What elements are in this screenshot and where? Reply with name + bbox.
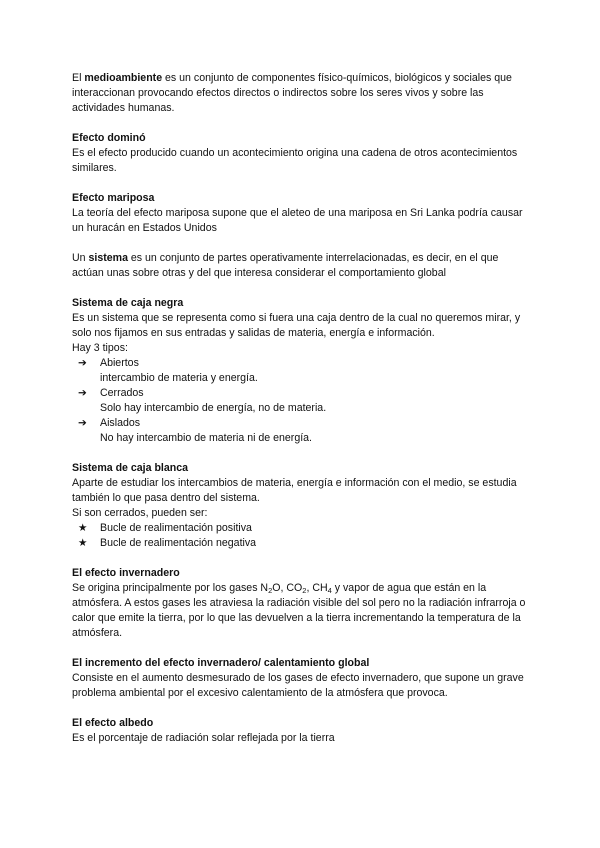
sistema-paragraph <box>72 251 532 281</box>
mariposa-text: La teoría del efecto mariposa supone que el aleteo de una mariposa en Sri Lanka podría causar un huracán en Estados Unidos <box>72 207 523 234</box>
caja-blanca-title: Sistema de caja blanca <box>72 462 189 474</box>
invernadero-t1: Se origina principalmente por los gases N <box>72 582 269 594</box>
section-domino <box>72 131 532 176</box>
arrow-icon: ➔ <box>78 417 87 429</box>
bucle-label: Bucle de realimentación positiva <box>100 522 252 534</box>
tipo-name: Aislados <box>100 417 141 429</box>
caja-negra-text: Es un sistema que se representa como si fuera una caja dentro de la cual no queremos mirar, y solo nos fijamos en sus entradas y salidas de materia, energía e información. <box>72 312 521 339</box>
invernadero-t3: , CH <box>306 582 328 594</box>
intro-post: es un conjunto de componentes físico-químicos, biológicos y sociales que interaccionan provocando efectos directos o indirectos sobre los seres vivos y sobre las actividades humanas. <box>72 72 512 114</box>
section-albedo <box>72 716 532 746</box>
tipo-name: Cerrados <box>100 387 144 399</box>
invernadero-text <box>72 581 532 641</box>
section-invernadero <box>72 566 532 641</box>
section-caja-blanca <box>72 461 532 551</box>
tipo-desc: Solo hay intercambio de energía, no de materia. <box>100 402 327 414</box>
tipos-list <box>72 356 532 446</box>
document-page <box>72 71 532 761</box>
sistema-post: es un conjunto de partes operativamente interrelacionadas, es decir, en el que actúan unas sobre otras y del que interesa considerar el comportamiento global <box>72 252 499 279</box>
ch4-subscript: 4 <box>327 586 332 595</box>
invernadero-t2: O, CO <box>272 582 303 594</box>
co2-subscript: 2 <box>302 586 307 595</box>
tipo-desc: No hay intercambio de materia ni de energía. <box>100 432 312 444</box>
tipo-desc: intercambio de materia y energía. <box>100 372 258 384</box>
list-item <box>78 521 532 536</box>
caja-negra-title: Sistema de caja negra <box>72 297 184 309</box>
section-caja-negra <box>72 296 532 446</box>
bucles-list <box>72 521 532 551</box>
intro-paragraph <box>72 71 532 116</box>
caja-blanca-text: Aparte de estudiar los intercambios de materia, energía e información con el medio, se estudia también lo que pasa dentro del sistema. <box>72 477 517 504</box>
domino-title: Efecto dominó <box>72 132 146 144</box>
intro-pre: El <box>72 72 85 84</box>
bucle-label: Bucle de realimentación negativa <box>100 537 257 549</box>
sistema-pre: Un <box>72 252 89 264</box>
section-mariposa <box>72 191 532 236</box>
list-item <box>78 536 532 551</box>
tipos-label: Hay 3 tipos: <box>72 342 128 354</box>
mariposa-title: Efecto mariposa <box>72 192 155 204</box>
list-item <box>78 416 532 446</box>
domino-text: Es el efecto producido cuando un acontecimiento origina una cadena de otros acontecimientos similares. <box>72 147 518 174</box>
tipo-name: Abiertos <box>100 357 139 369</box>
n2o-subscript: 2 <box>268 586 273 595</box>
arrow-icon: ➔ <box>78 357 87 369</box>
calentamiento-text: Consiste en el aumento desmesurado de los gases de efecto invernadero, que supone un grave problema ambiental por el excesivo calentamiento de la atmósfera que provoca. <box>72 672 524 699</box>
section-calentamiento <box>72 656 532 701</box>
albedo-text: Es el porcentaje de radiación solar reflejada por la tierra <box>72 732 335 744</box>
albedo-title: El efecto albedo <box>72 717 154 729</box>
invernadero-title: El efecto invernadero <box>72 567 180 579</box>
sistema-bold-term: sistema <box>88 252 128 264</box>
star-icon: ★ <box>78 522 88 534</box>
star-icon: ★ <box>78 537 88 549</box>
invernadero-t4: y vapor de agua que están en la atmósfera. A estos gases les atraviesa la radiación visible del sol pero no la radiación infrarroja o calor que emite la tierra, por lo que las devuelven a la tierra incrementando la temperatura de la atmósfera. <box>72 582 526 639</box>
list-item <box>78 386 532 416</box>
intro-bold-term: medioambiente <box>84 72 163 84</box>
calentamiento-title: El incremento del efecto invernadero/ calentamiento global <box>72 657 370 669</box>
cerrados-label: Si son cerrados, pueden ser: <box>72 507 208 519</box>
arrow-icon: ➔ <box>78 387 87 399</box>
list-item <box>78 356 532 386</box>
